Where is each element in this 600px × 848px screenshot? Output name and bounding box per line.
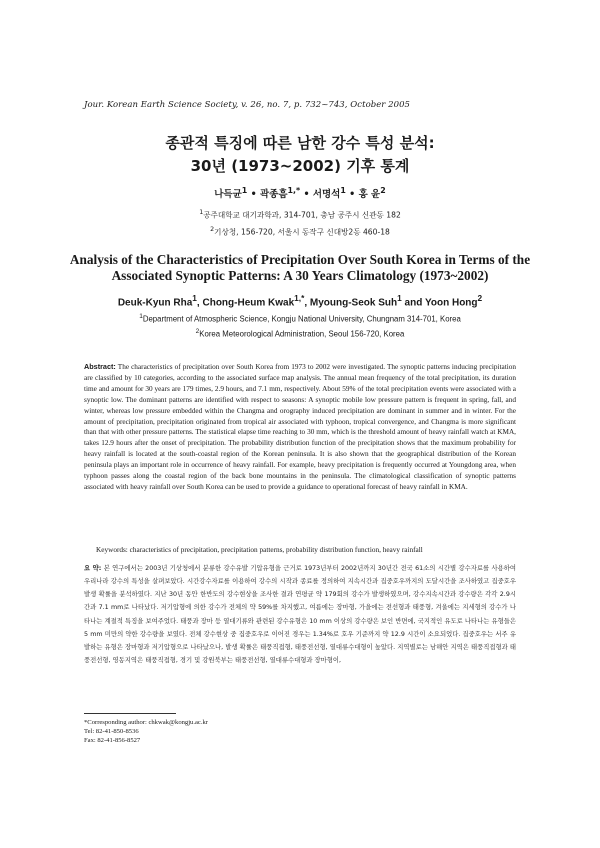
author-separator: • [247, 189, 260, 201]
title-korean-line1: 종관적 특징에 따른 남한 강수 특성 분석: [165, 134, 435, 152]
authors-korean [0, 186, 600, 200]
author-separator: • [345, 189, 359, 201]
title-english: Analysis of the Characteristics of Precipitation Over South Korea in Terms of the Associated Synoptic Patterns: A 30 Years Climatology (1973~2002) [69, 252, 531, 283]
author-en-name: Yoon Hong [424, 297, 478, 309]
abstract-english [84, 362, 516, 493]
author-kr-name: 홍 윤 [358, 189, 381, 201]
title-korean [0, 132, 600, 178]
authors-english [0, 293, 600, 308]
affiliation-kr-1 [0, 206, 600, 223]
affiliation-text: Korea Meteorological Administration, Seoul 156-720, Korea [199, 329, 405, 339]
author-separator: , [304, 297, 310, 309]
affiliation-sup: 1 [139, 313, 143, 320]
author-separator: , [196, 297, 203, 309]
author-kr-name: 곽종흠 [259, 189, 288, 201]
affiliation-sup: 2 [195, 327, 200, 335]
author-kr-sup: 1 [340, 186, 346, 195]
author-kr-sup: 1 [241, 186, 248, 195]
abstract-text: The characteristics of precipitation over South Korea from 1973 to 2002 were investigated. The synoptic patterns inducing precipitation are classified by 10 categories, according to the associated surface map analysis. The annual mean frequency of the total precipitation, its duration time and amount for 30 years are 179 times, 2.9 hours, and 7.1 mm, respectively. About 59% of the total precipitation events were associated with a synoptic low. The dominant patterns are identified with respect to seasons: A synoptic mobile low pressure pattern is frequent in spring, fall, and winter, whereas low pressure embedded within the Changma and orography induced precipitation are dominant in summer and in winter. For the amount of precipitation, precipitation originated from tropical air associated with typhoon, tropical convergence, and Changma is more significant than that with other pressure patterns. The statistical elapse time reaching to 30 mm, which is the threshold amount of heavy rainfall watch at KMA, takes 12.9 hours after the onset of precipitation. The probability distribution function of the precipitation shows that the maximum probability for heavy rainfall is located at the south-coastal region of the Korean peninsula. It is also shown that the geographical distribution of the Korean peninsula plays an important role in occurrence of heavy rainfall. For example, heavy precipitation is frequently occurred at Youngdong area, when typhoon passes along the coastal region of the back bone mountains in the peninsula. The climatological classification of synoptic patterns associated with heavy rainfall over South Korea can be used to provide a guidance to operational forecast of heavy rainfall in KMA. [84, 363, 516, 491]
affiliation-sup: 1 [199, 209, 204, 216]
author-en-sup: 1 [192, 293, 197, 303]
affiliation-en-1 [0, 311, 600, 326]
author-kr-name: 서명석 [312, 189, 341, 201]
footnote-fax: Fax: 82-41-856-8527 [84, 737, 141, 745]
author-en-name: Chong-Heum Kwak [202, 297, 295, 309]
author-en-name: Deuk-Kyun Rha [117, 297, 193, 309]
author-en-name: Myoung-Seok Suh [309, 297, 398, 309]
abstract-kr-label: 요 약: [84, 565, 102, 572]
author-en-sup: 1,* [294, 293, 305, 303]
abstract-kr-text: 본 연구에서는 2003년 기상청에서 분류한 강수유발 기압유형을 근거로 1973년부터 2002년까지 30년간 전국 61소의 시간별 강수자료를 사용하여 우리나라 강수의 특성을 살펴보았다. 시간강수자료를 이용하여 강수의 시작과 종료를 정의하여 지속시간과 집중호우까지의 도달시간을 조사하였고 집중호우 발생 확률을 분석하였다. 지난 30년 동안 한반도의 강수현상을 조사한 결과 연평균 약 179회의 강수가 발생하였으며, 강수지속시간과 강수량은 각각 2.9시간과 7.1 mm로 나타났다. 저기압형에 의한 강수가 전체의 약 59%를 차지했고, 여름에는 장마형, 가을에는 전선형과 태풍형, 겨울에는 지세형의 강수가 나타나는 계절적 특징을 보여주었다. 태풍과 장마 등 열대기류와 관련된 강수유형은 10 mm 이상의 강수량은 보인 반면에, 국지적인 유도로 나타나는 유형들은 5 mm 미만의 약한 강수량을 보였다. 전체 강수현상 중 집중호우로 이어진 경우는 1.34%로 호우 기준까지 약 12.9 시간이 소요되었다. 집중호우는 서주 유발하는 유형은 장마형과 저기압형으로 나타났으나, 발생 확률은 태풍직접형, 태풍전선형, 열대류수대형이 높았다. 지역별로는 남해안 지역은 태풍직접형과 태풍전선형, 영동지역은 태풍직접형, 경기 및 강원북부는 태풍전선형, 열대류수대형과 장마형이, [84, 565, 516, 665]
author-kr-sup: 2 [380, 186, 386, 195]
affiliation-text: Department of Atmospheric Science, Kongju National University, Chungnam 314-701, Korea [142, 314, 461, 324]
author-en-sup: 1 [397, 293, 402, 303]
author-en-sup: 2 [477, 293, 483, 303]
abstract-korean [84, 562, 516, 667]
author-separator: • [300, 189, 313, 201]
affiliations-korean [0, 206, 600, 239]
footnote-tel: Tel: 82-41-850-8536 [84, 728, 139, 736]
affiliation-sup: 2 [210, 225, 215, 233]
author-kr-sup: 1,* [287, 186, 301, 195]
abstract-label: Abstract: [84, 362, 116, 371]
keywords-label: Keywords: [96, 546, 128, 554]
keywords-text: characteristics of precipitation, precipitation patterns, probability distribution function, heavy rainfall [129, 546, 423, 554]
keywords [96, 546, 516, 554]
footnote [84, 718, 208, 746]
affiliation-text: 공주대학교 대기과학과, 314-701, 충남 공주시 신관동 182 [203, 210, 401, 220]
affiliation-en-2 [0, 326, 600, 341]
affiliation-text: 기상청, 156-720, 서울시 동작구 신대방2동 460-18 [214, 227, 390, 237]
title-korean-line2: 30년 (1973~2002) 기후 통계 [190, 157, 410, 175]
author-kr-name: 나득균 [214, 189, 242, 201]
affiliation-kr-2 [0, 223, 600, 240]
journal-citation: Jour. Korean Earth Science Society, v. 26, no. 7, p. 732~743, October 2005 [84, 100, 411, 110]
footnote-divider [84, 713, 176, 714]
author-separator: and [401, 297, 425, 309]
corresponding-author: *Corresponding author: chkwak@kongju.ac.kr [84, 719, 208, 726]
affiliations-english [0, 311, 600, 340]
